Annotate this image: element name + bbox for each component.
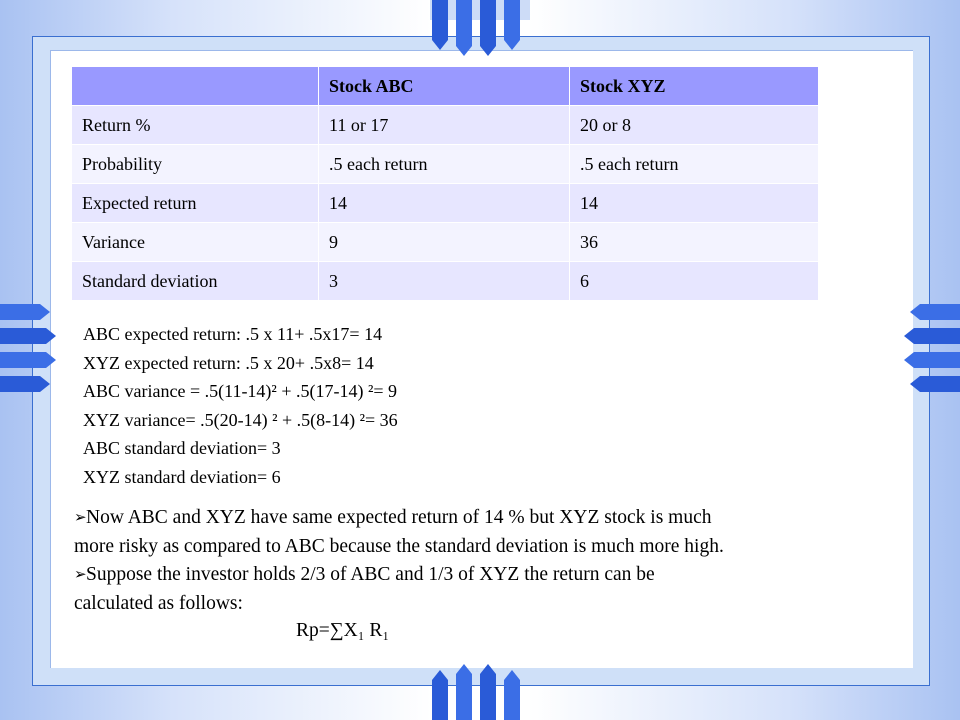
bullet-list — [74, 504, 894, 618]
calculation-line: XYZ expected return: .5 x 20+ .5x8= 14 — [83, 352, 374, 373]
calculation-line: ABC variance = .5(11-14)² + .5(17-14) ²= 9 — [83, 381, 398, 401]
table-header-cell — [72, 67, 319, 106]
table-cell: 14 — [570, 184, 819, 223]
table-cell: 9 — [319, 223, 570, 262]
table-cell: .5 each return — [570, 145, 819, 184]
bullet-text-continued: calculated as follows: — [74, 592, 243, 614]
bullet-text: Suppose the investor holds 2/3 of ABC and 1/3 of XYZ the return can be — [86, 564, 655, 586]
table-cell: .5 each return — [319, 145, 570, 184]
table-cell: 6 — [570, 262, 819, 301]
table-cell: 14 — [319, 184, 570, 223]
table-row — [72, 145, 819, 184]
calculation-line: XYZ standard deviation= 6 — [83, 466, 281, 487]
calculation-line: ABC expected return: .5 x 11+ .5x17= 14 — [83, 324, 383, 344]
table-cell: Expected return — [72, 184, 319, 223]
table-header-row — [72, 67, 819, 106]
table-row — [72, 262, 819, 301]
stock-comparison-table — [71, 66, 819, 301]
arrow-bullet-icon: ➢ — [74, 567, 87, 584]
left-ribbon-decoration — [0, 300, 56, 400]
bullet-item — [74, 504, 894, 561]
bullet-text-continued: more risky as compared to ABC because the standard deviation is much more high. — [74, 535, 724, 557]
table-cell: Return % — [72, 106, 319, 145]
table-cell: Probability — [72, 145, 319, 184]
table-cell: 20 or 8 — [570, 106, 819, 145]
table-cell: 3 — [319, 262, 570, 301]
calculation-block — [83, 320, 398, 491]
right-ribbon-decoration — [904, 300, 960, 400]
table-row — [72, 223, 819, 262]
calculation-line: XYZ variance= .5(20-14) ² + .5(8-14) ²= 36 — [83, 409, 398, 430]
bottom-ribbon-decoration — [430, 664, 530, 720]
table-cell: 11 or 17 — [319, 106, 570, 145]
top-ribbon-decoration — [430, 0, 530, 56]
table-row — [72, 184, 819, 223]
table-cell: 36 — [570, 223, 819, 262]
table-header-cell: Stock ABC — [319, 67, 570, 106]
arrow-bullet-icon: ➢ — [74, 510, 87, 526]
bullet-item — [74, 561, 894, 618]
table-header-cell: Stock XYZ — [570, 67, 819, 106]
table-cell: Standard deviation — [72, 262, 319, 301]
bullet-text: Now ABC and XYZ have same expected return of 14 % but XYZ stock is much — [86, 507, 712, 528]
portfolio-return-formula: Rp=∑X₁ R₁ — [296, 620, 390, 641]
table-row — [72, 106, 819, 145]
calculation-line: ABC standard deviation= 3 — [83, 438, 281, 458]
table-cell: Variance — [72, 223, 319, 262]
